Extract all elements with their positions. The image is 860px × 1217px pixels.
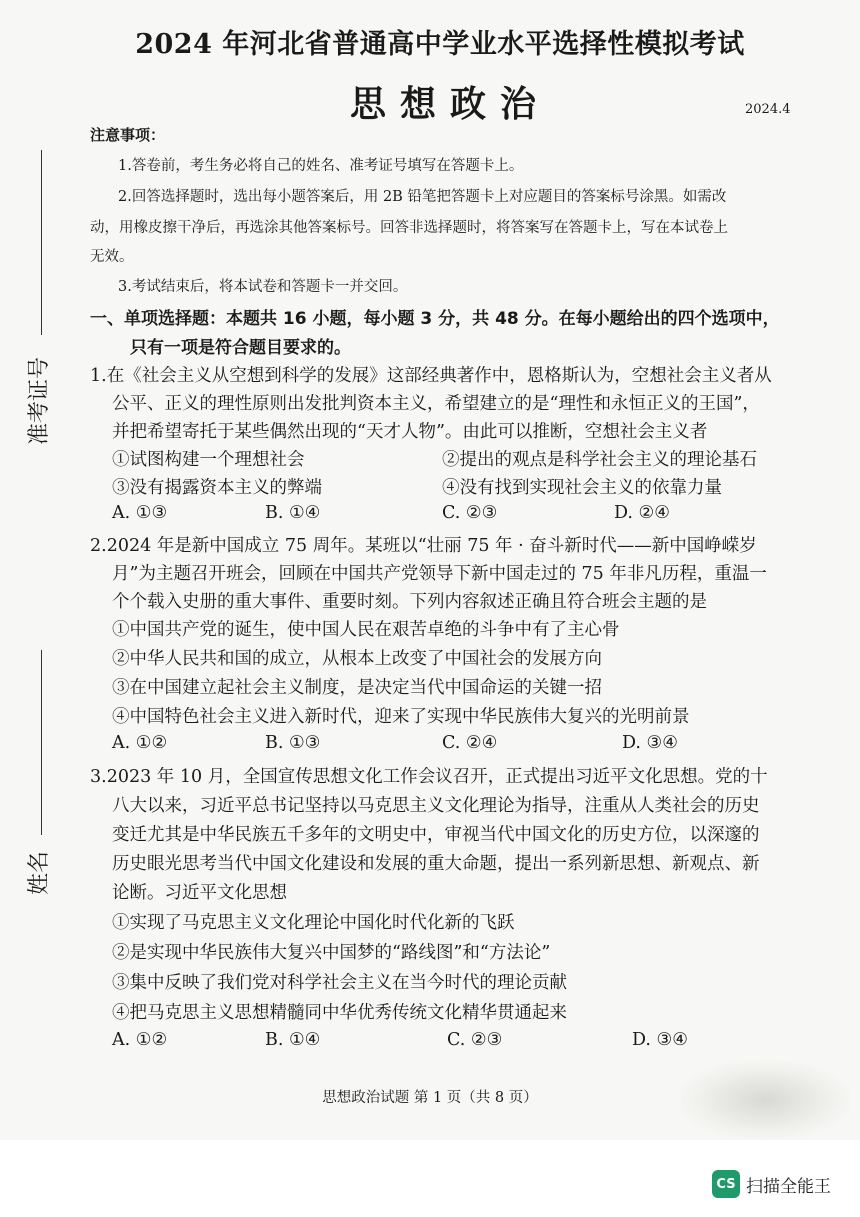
question-1-stem: 1.在《社会主义从空想到科学的发展》这部经典著作中，恩格斯认为，空想社会主义者从 — [90, 366, 772, 386]
question-1-option-d: D. ②④ — [614, 503, 670, 523]
exam-date: 2024.4 — [745, 102, 791, 117]
question-2-stem: 月”为主题召开班会，回顾在中国共产党领导下新中国走过的 75 年非凡历程，重温一 — [112, 564, 767, 584]
question-3-option-a: A. ①② — [112, 1030, 168, 1050]
question-3-stem: 历史眼光思考当代中国文化建设和发展的重大命题，提出一系列新思想、新观点、新 — [112, 854, 760, 874]
question-3-option-c: C. ②③ — [447, 1030, 503, 1050]
question-1-item: ①试图构建一个理想社会 — [112, 450, 305, 470]
section-heading: 一、单项选择题：本题共 16 小题，每小题 3 分，共 48 分。在每小题给出的四个选项中， — [90, 309, 780, 329]
question-1-item: ③没有揭露资本主义的弊端 — [112, 478, 322, 498]
question-3-stem: 3.2023 年 10 月，全国宣传思想文化工作会议召开，正式提出习近平文化思想。党的十 — [90, 767, 768, 787]
question-3-item: ②是实现中华民族伟大复兴中国梦的“路线图”和“方法论” — [112, 943, 551, 963]
subject-title: 思想政治 — [349, 83, 550, 125]
question-3-item: ①实现了马克思主义文化理论中国化时代化新的飞跃 — [112, 913, 515, 933]
page-footer: 思想政治试题 第 1 页（共 8 页） — [322, 1090, 538, 1106]
camscanner-logo-icon: CS — [712, 1170, 740, 1198]
question-2-stem: 个个载入史册的重大事件、重要时刻。下列内容叙述正确且符合班会主题的是 — [112, 592, 707, 612]
notice-line: 动，用橡皮擦干净后，再选涂其他答案标号。回答非选择题时，将答案写在答题卡上，写在本试卷上 — [90, 220, 728, 236]
question-1-option-c: C. ②③ — [442, 503, 498, 523]
question-3-item: ③集中反映了我们党对科学社会主义在当今时代的理论贡献 — [112, 973, 567, 993]
question-3-item: ④把马克思主义思想精髓同中华优秀传统文化精华贯通起来 — [112, 1003, 567, 1023]
question-1-option-a: A. ①③ — [112, 503, 168, 523]
question-2-item: ④中国特色社会主义进入新时代，迎来了实现中华民族伟大复兴的光明前景 — [112, 707, 690, 727]
notice-line: 无效。 — [90, 249, 134, 265]
question-2-option-a: A. ①② — [112, 733, 168, 753]
notice-line: 2.回答选择题时，选出每小题答案后，用 2B 铅笔把答题卡上对应题目的答案标号涂黑。如需改 — [118, 189, 727, 205]
scanner-watermark — [712, 1170, 831, 1198]
exam-id-write-line — [41, 150, 42, 335]
question-2-option-b: B. ①③ — [265, 733, 321, 753]
question-2-item: ③在中国建立起社会主义制度，是决定当代中国命运的关键一招 — [112, 678, 602, 698]
question-2-item: ①中国共产党的诞生，使中国人民在艰苦卓绝的斗争中有了主心骨 — [112, 620, 620, 640]
question-1-item: ④没有找到实现社会主义的依靠力量 — [442, 478, 722, 498]
question-2-option-c: C. ②④ — [442, 733, 498, 753]
name-write-line — [41, 650, 42, 835]
question-2-option-d: D. ③④ — [622, 733, 678, 753]
notice-line: 1.答卷前，考生务必将自己的姓名、准考证号填写在答题卡上。 — [118, 158, 524, 174]
question-3-option-d: D. ③④ — [632, 1030, 688, 1050]
camscanner-label: 扫描全能王 — [746, 1176, 831, 1197]
question-3-stem: 八大以来，习近平总书记坚持以马克思主义文化理论为指导，注重从人类社会的历史 — [112, 796, 760, 816]
notice-line: 3.考试结束后，将本试卷和答题卡一并交回。 — [118, 279, 408, 295]
question-1-stem: 公平、正义的理性原则出发批判资本主义，希望建立的是“理性和永恒正义的王国”， — [112, 394, 760, 414]
question-3-option-b: B. ①④ — [265, 1030, 321, 1050]
question-2-stem: 2.2024 年是新中国成立 75 周年。某班以“壮丽 75 年 · 奋斗新时代——新中国峥嵘岁 — [90, 536, 757, 556]
name-label: 姓名 — [27, 850, 52, 895]
question-3-stem: 变迁尤其是中华民族五千多年的文明史中，审视当代中国文化的历史方位，以深邃的 — [112, 825, 760, 845]
question-2-item: ②中华人民共和国的成立，从根本上改变了中国社会的发展方向 — [112, 649, 602, 669]
question-1-item: ②提出的观点是科学社会主义的理论基石 — [442, 450, 757, 470]
exam-id-label: 准考证号 — [27, 356, 52, 445]
section-heading-cont: 只有一项是符合题目要求的。 — [130, 338, 351, 358]
question-1-stem: 并把希望寄托于某些偶然出现的“天才人物”。由此可以推断，空想社会主义者 — [112, 422, 708, 442]
question-1-option-b: B. ①④ — [265, 503, 321, 523]
exam-title: 2024 年河北省普通高中学业水平选择性模拟考试 — [135, 29, 745, 60]
question-3-stem: 论断。习近平文化思想 — [112, 883, 287, 903]
notice-title: 注意事项： — [90, 126, 166, 144]
